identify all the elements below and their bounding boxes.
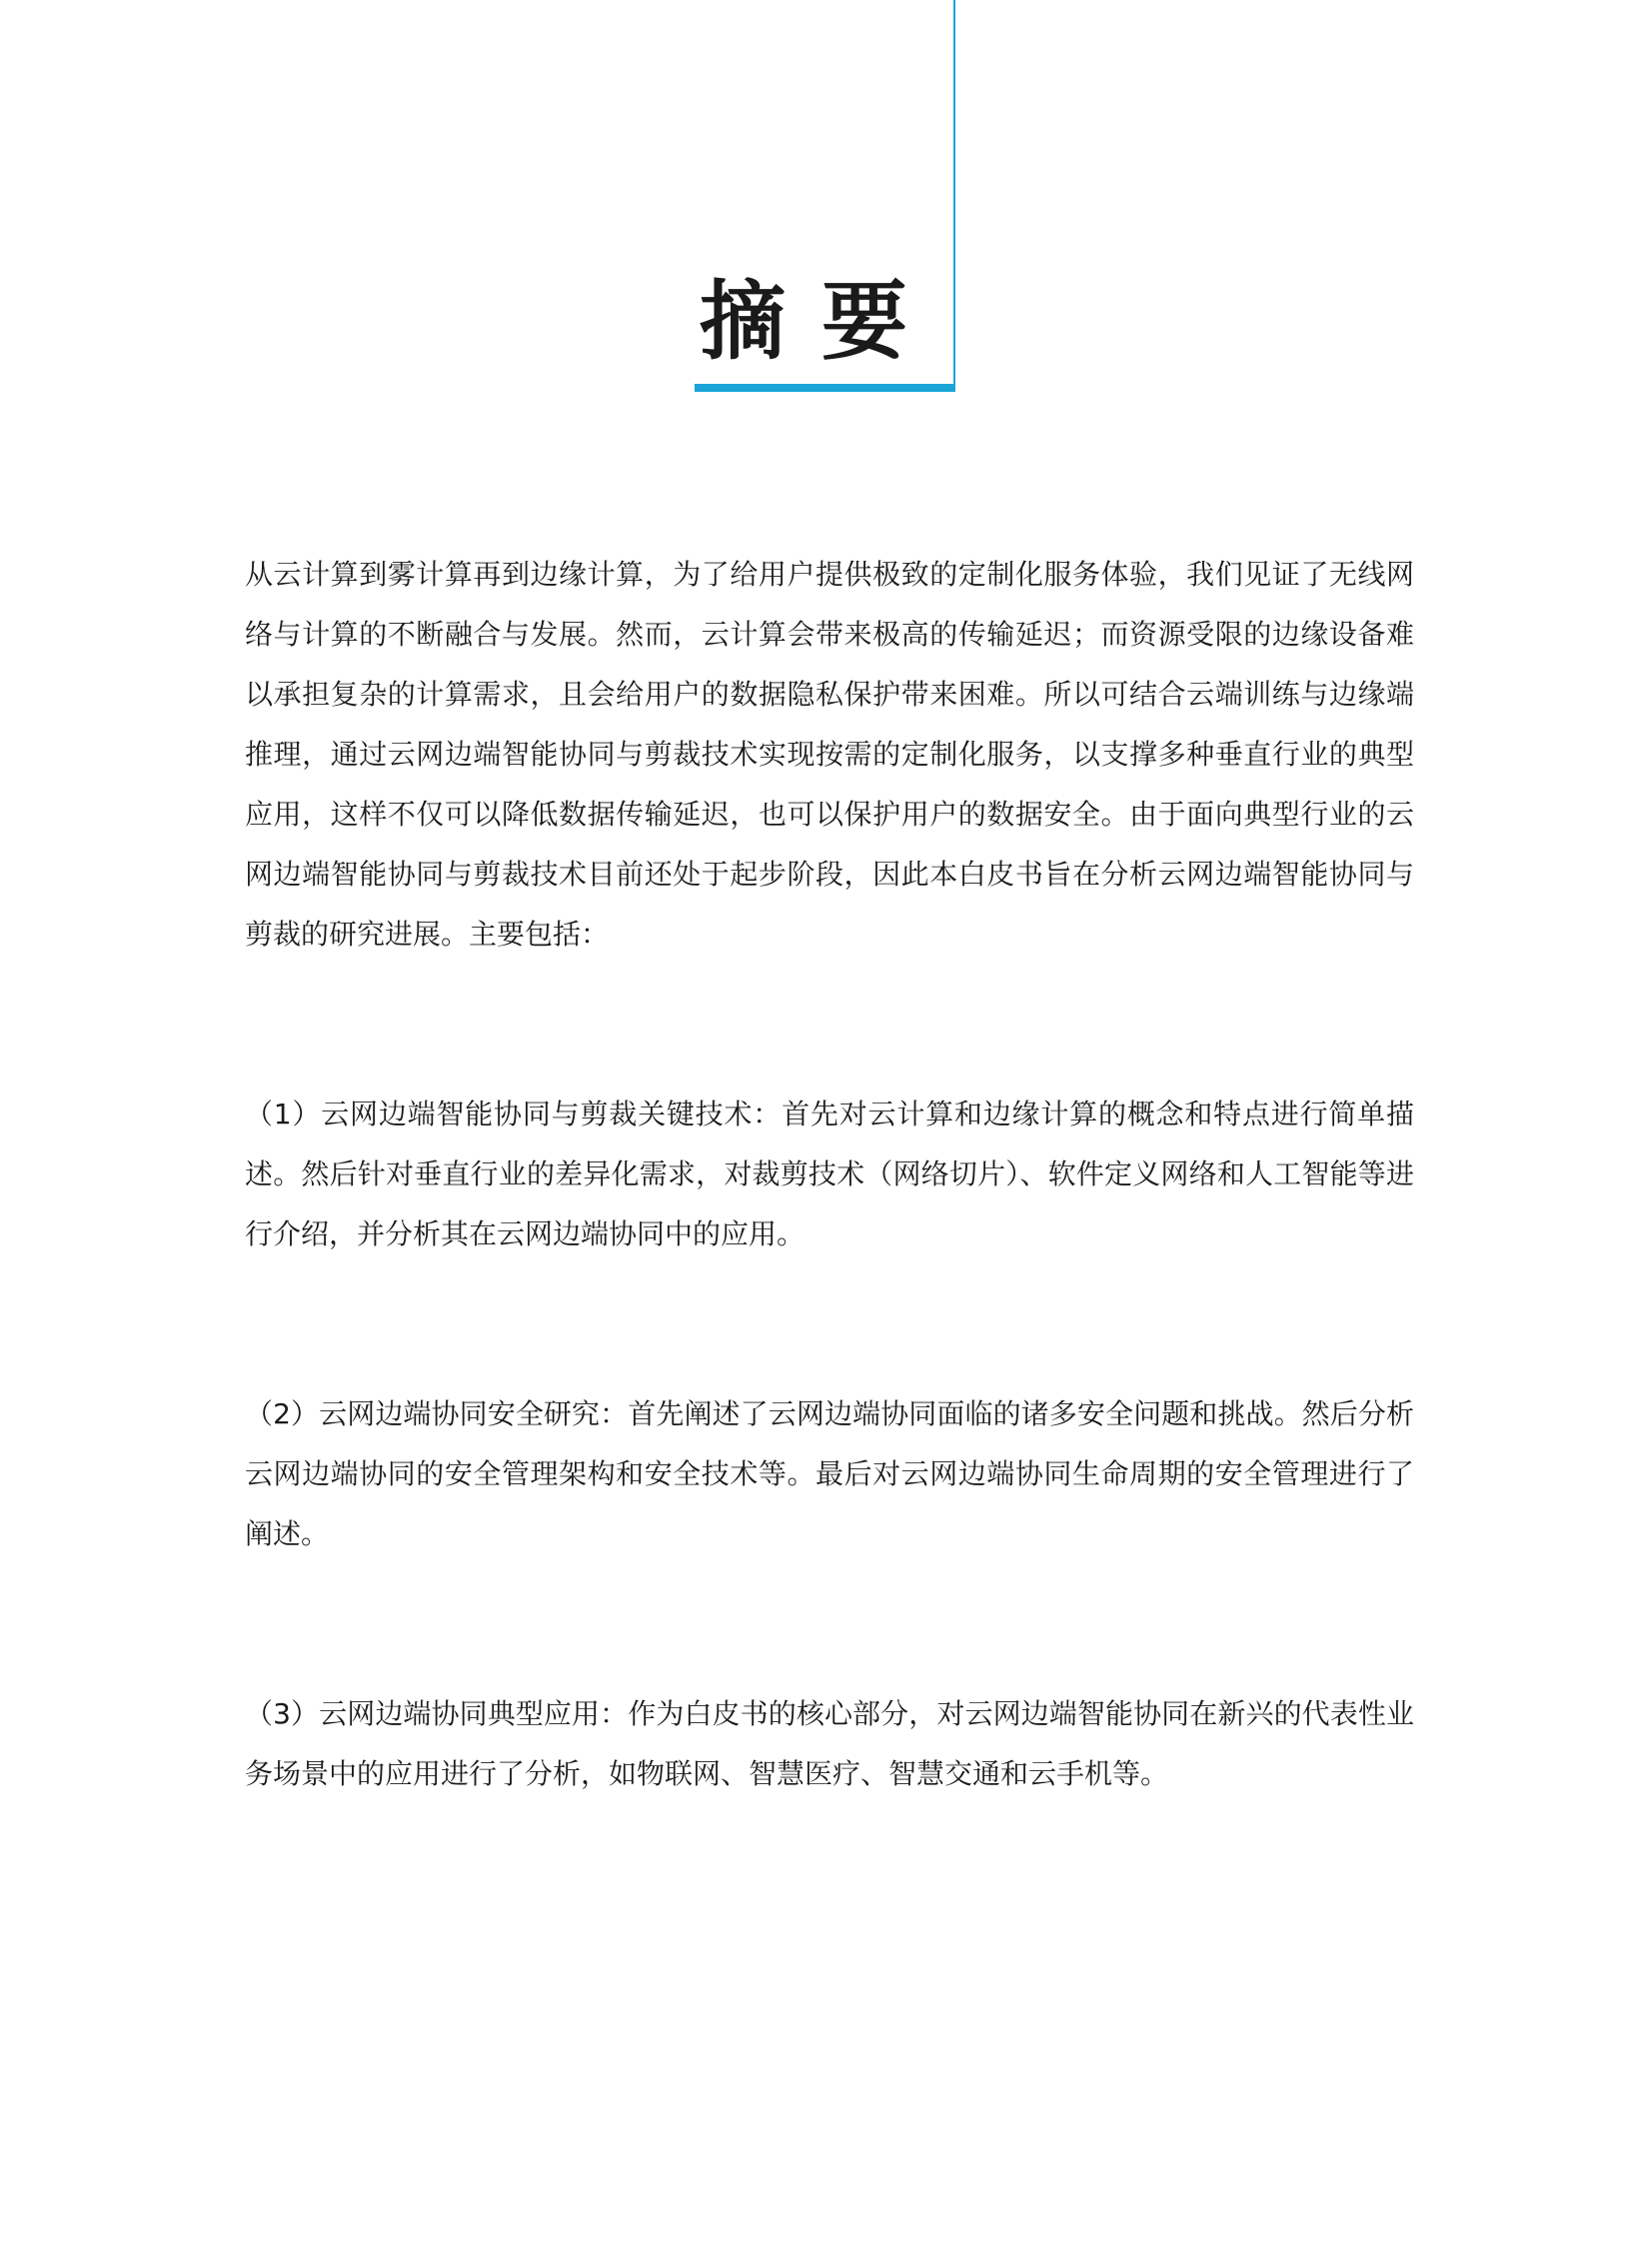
decorative-vertical-line (953, 0, 955, 390)
intro-paragraph: 从云计算到雾计算再到边缘计算，为了给用户提供极致的定制化服务体验，我们见证了无线网络与计算的不断融合与发展。然而，云计算会带来极高的传输延迟；而资源受限的边缘设备难以承担复杂的计算需求，且会给用户的数据隐私保护带来困难。所以可结合云端训练与边缘端推理，通过云网边端智能协同与剪裁技术实现按需的定制化服务，以支撑多种垂直行业的典型应用，这样不仅可以降低数据传输延迟，也可以保护用户的数据安全。由于面向典型行业的云网边端智能协同与剪裁技术目前还处于起步阶段，因此本白皮书旨在分析云网边端智能协同与剪裁的研究进展。主要包括： (245, 558, 1414, 951)
point-1-paragraph: （1）云网边端智能协同与剪裁关键技术：首先对云计算和边缘计算的概念和特点进行简单描述。然后针对垂直行业的差异化需求，对裁剪技术（网络切片）、软件定义网络和人工智能等进行介绍，并分析其在云网边端协同中的应用。 (245, 1098, 1414, 1250)
point-2-paragraph: （2）云网边端协同安全研究：首先阐述了云网边端协同面临的诸多安全问题和挑战。然后分析云网边端协同的安全管理架构和安全技术等。最后对云网边端协同生命周期的安全管理进行了阐述。 (245, 1397, 1414, 1550)
point-3-paragraph: （3）云网边端协同典型应用：作为白皮书的核心部分，对云网边端智能协同在新兴的代表性业务场景中的应用进行了分析，如物联网、智慧医疗、智慧交通和云手机等。 (245, 1697, 1414, 1790)
page-title: 摘要 (700, 272, 943, 372)
title-underline (695, 384, 955, 392)
abstract-body (245, 545, 1414, 1804)
